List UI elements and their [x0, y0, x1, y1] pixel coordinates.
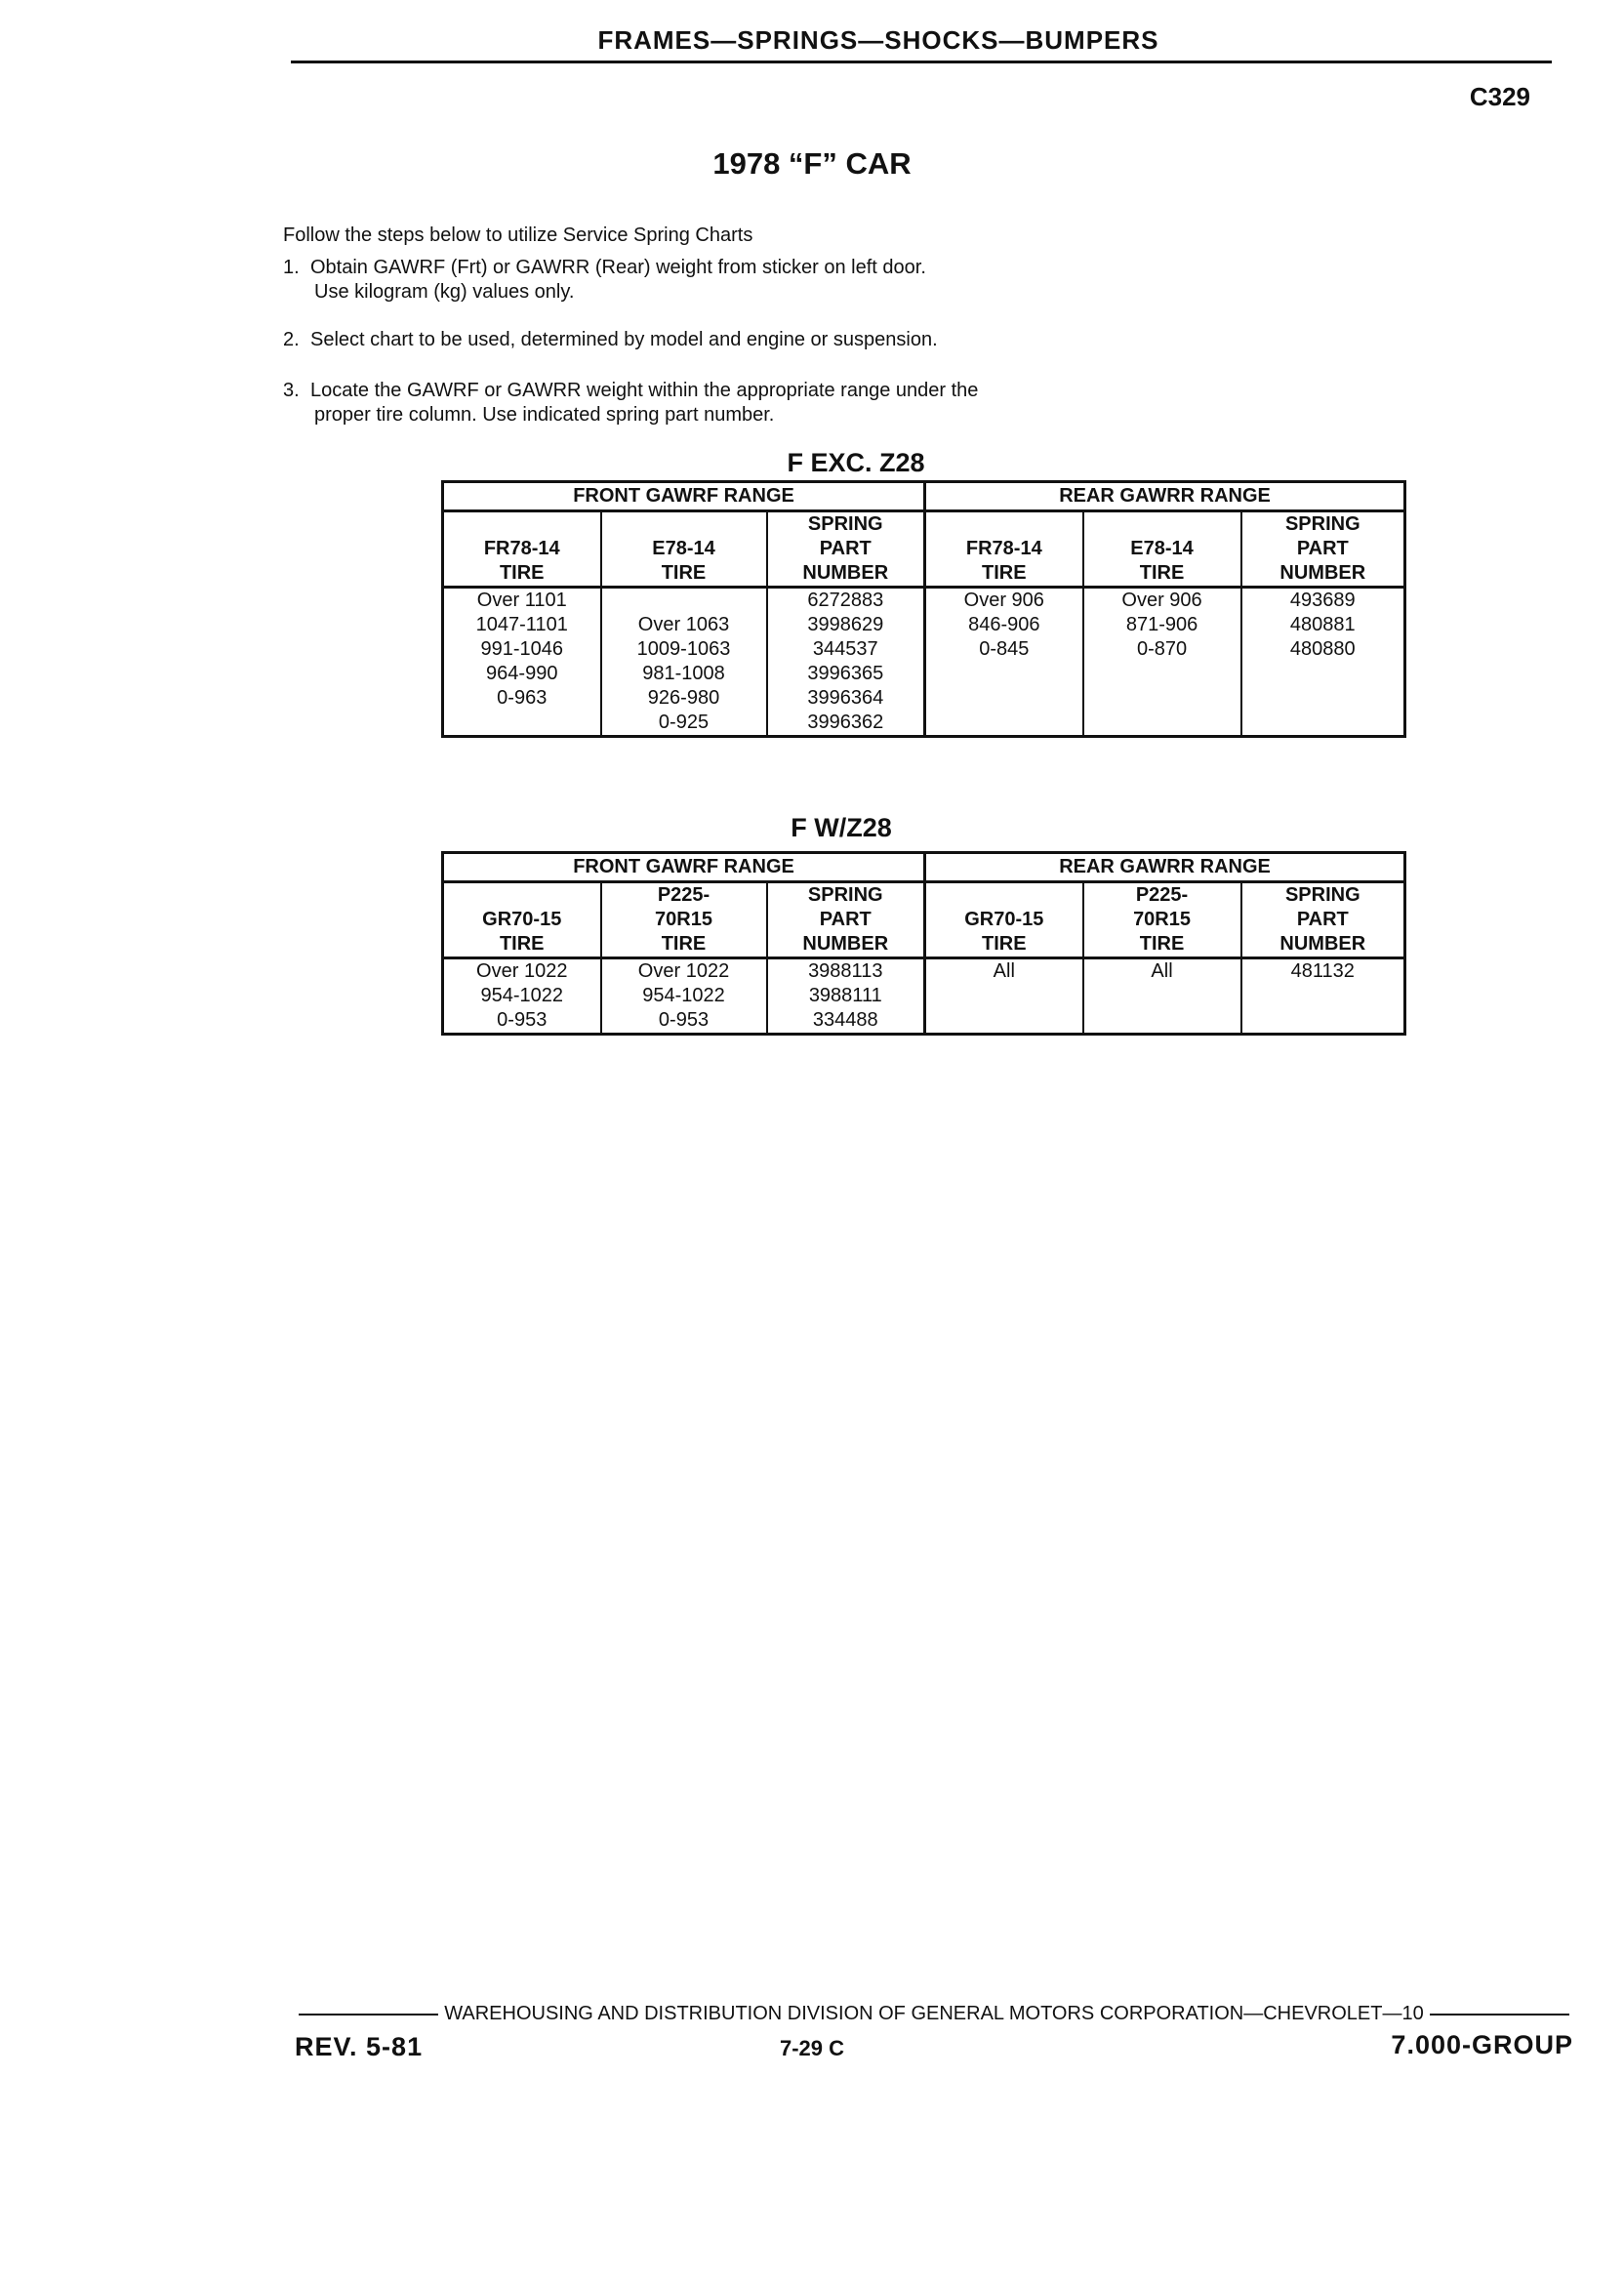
cell-value — [1086, 711, 1238, 735]
header-line: NUMBER — [802, 933, 889, 955]
header-line: TIRE — [499, 933, 545, 955]
column-header — [767, 882, 925, 958]
cell-value — [604, 589, 764, 613]
header-line: PART — [819, 538, 872, 559]
header-line: PART — [1296, 538, 1349, 559]
cell-value — [1086, 662, 1238, 686]
cell-value: 3998629 — [807, 614, 884, 635]
cell-value: 954-1022 — [642, 985, 725, 1006]
cell-value: 0-925 — [658, 712, 710, 733]
table-cell — [601, 588, 767, 737]
column-header — [601, 882, 767, 958]
column-header — [767, 511, 925, 588]
table-cell — [1083, 958, 1241, 1035]
header-line: FR78-14 — [483, 538, 560, 559]
step-number: 1. — [283, 257, 300, 278]
header-line: TIRE — [1139, 562, 1185, 584]
cell-value: 0-870 — [1136, 638, 1188, 660]
header-line: TIRE — [661, 562, 707, 584]
spring-chart-f-w-z28 — [441, 851, 1406, 1036]
cell-value: 344537 — [812, 638, 878, 660]
section-header: FRAMES—SPRINGS—SHOCKS—BUMPERS — [597, 25, 1159, 55]
cell-value: 954-1022 — [480, 985, 564, 1006]
header-line: P225- — [657, 884, 710, 906]
page-number: 7-29 C — [779, 2036, 845, 2060]
step-text-continued: Use kilogram (kg) values only. — [314, 281, 575, 303]
table-cell — [443, 588, 601, 737]
cell-value: 871-906 — [1125, 614, 1198, 635]
header-line: 70R15 — [1133, 909, 1191, 930]
cell-value: 846-906 — [968, 614, 1040, 635]
column-header — [443, 882, 601, 958]
table-row — [443, 958, 1405, 1035]
step-2 — [283, 328, 938, 352]
column-header — [1083, 511, 1241, 588]
footer-dash-right — [1430, 2014, 1569, 2015]
cell-value: 981-1008 — [642, 663, 725, 684]
cell-value — [1244, 662, 1402, 686]
header-line — [604, 512, 764, 537]
cell-value — [1086, 686, 1238, 711]
header-line — [446, 883, 598, 908]
cell-value — [446, 711, 598, 735]
column-header — [601, 511, 767, 588]
group-label: 7.000-GROUP — [1391, 2030, 1573, 2059]
table-cell — [767, 588, 925, 737]
header-line: TIRE — [982, 562, 1027, 584]
cell-value: Over 1101 — [476, 590, 567, 611]
header-line: GR70-15 — [964, 909, 1044, 930]
cell-value — [1244, 984, 1402, 1008]
header-line: NUMBER — [802, 562, 889, 584]
document-title: 1978 “F” CAR — [712, 146, 912, 181]
step-text-continued: proper tire column. Use indicated spring part number. — [314, 404, 775, 426]
cell-value: 3996364 — [807, 687, 884, 709]
table-cell — [1241, 958, 1405, 1035]
header-line: E78-14 — [652, 538, 715, 559]
table-cell — [1083, 588, 1241, 737]
cell-value: Over 1022 — [476, 960, 568, 982]
footer-division: WAREHOUSING AND DISTRIBUTION DIVISION OF GENERAL MOTORS CORPORATION—CHEVROLET—10 — [444, 2003, 1424, 2024]
cell-value: Over 906 — [1121, 590, 1202, 611]
chart-title-f-w-z28: F W/Z28 — [791, 813, 892, 842]
rear-range-header: REAR GAWRR RANGE — [925, 482, 1405, 511]
header-line: NUMBER — [1279, 933, 1366, 955]
cell-value: 0-845 — [979, 638, 1030, 660]
cell-value: 3988113 — [808, 960, 883, 982]
cell-value: 0-953 — [658, 1009, 710, 1031]
cell-value: 334488 — [812, 1009, 878, 1031]
cell-value: 480881 — [1289, 614, 1356, 635]
header-line: SPRING — [1284, 884, 1360, 906]
column-header — [1241, 511, 1405, 588]
column-header — [443, 511, 601, 588]
step-number: 3. — [283, 380, 300, 401]
table-cell — [925, 958, 1083, 1035]
table-cell — [443, 958, 601, 1035]
column-header — [1083, 882, 1241, 958]
header-line: TIRE — [982, 933, 1027, 955]
header-line — [928, 512, 1080, 537]
cell-value: 926-980 — [647, 687, 720, 709]
column-header — [925, 511, 1083, 588]
step-3 — [283, 379, 978, 428]
step-text: Select chart to be used, determined by model and engine or suspension. — [310, 329, 938, 350]
cell-value: 480880 — [1289, 638, 1356, 660]
header-line: P225- — [1135, 884, 1189, 906]
cell-value — [928, 984, 1080, 1008]
cell-value: Over 1022 — [637, 960, 730, 982]
step-text: Obtain GAWRF (Frt) or GAWRR (Rear) weight from sticker on left door. — [310, 257, 926, 278]
cell-value: 991-1046 — [480, 638, 564, 660]
table-cell — [1241, 588, 1405, 737]
cell-value — [1086, 984, 1238, 1008]
header-line — [928, 883, 1080, 908]
header-line: TIRE — [1139, 933, 1185, 955]
cell-value: 1047-1101 — [475, 614, 568, 635]
cell-value — [1086, 1008, 1238, 1033]
footer-division-line — [299, 2003, 1569, 2025]
header-line: E78-14 — [1130, 538, 1194, 559]
page-code: C329 — [1469, 82, 1530, 111]
cell-value: Over 906 — [963, 590, 1044, 611]
rear-range-header: REAR GAWRR RANGE — [925, 853, 1405, 882]
cell-value — [928, 711, 1080, 735]
cell-value — [928, 662, 1080, 686]
cell-value: All — [1151, 960, 1173, 982]
cell-value: 3996365 — [807, 663, 884, 684]
table-row — [443, 588, 1405, 737]
revision-label: REV. 5-81 — [295, 2032, 424, 2061]
header-line: SPRING — [1284, 513, 1360, 535]
header-line: TIRE — [499, 562, 545, 584]
cell-value — [928, 1008, 1080, 1033]
front-range-header: FRONT GAWRF RANGE — [443, 482, 925, 511]
header-line: NUMBER — [1279, 562, 1366, 584]
header-line: SPRING — [807, 884, 883, 906]
cell-value: 964-990 — [486, 663, 558, 684]
header-line: PART — [1296, 909, 1349, 930]
step-text: Locate the GAWRF or GAWRR weight within the appropriate range under the — [310, 380, 979, 401]
front-range-header: FRONT GAWRF RANGE — [443, 853, 925, 882]
step-1 — [283, 256, 926, 305]
spring-chart-f-exc-z28 — [441, 480, 1406, 738]
cell-value: Over 1063 — [637, 614, 730, 635]
cell-value: 3988111 — [808, 985, 882, 1006]
column-header — [925, 882, 1083, 958]
cell-value — [1244, 1008, 1402, 1033]
header-line — [446, 512, 598, 537]
table-cell — [925, 588, 1083, 737]
header-line: TIRE — [661, 933, 707, 955]
footer-dash-left — [299, 2014, 438, 2015]
cell-value — [928, 686, 1080, 711]
cell-value: 481132 — [1290, 960, 1355, 982]
header-line — [1086, 512, 1238, 537]
cell-value: All — [993, 960, 1015, 982]
cell-value: 6272883 — [807, 590, 884, 611]
cell-value: 0-953 — [497, 1009, 548, 1031]
cell-value: 3996362 — [807, 712, 884, 733]
chart-title-f-exc-z28: F EXC. Z28 — [787, 448, 925, 477]
table-cell — [767, 958, 925, 1035]
intro-text: Follow the steps below to utilize Service Spring Charts — [283, 224, 753, 246]
header-line: SPRING — [807, 513, 883, 535]
column-header — [1241, 882, 1405, 958]
header-line: PART — [819, 909, 872, 930]
cell-value: 1009-1063 — [636, 638, 731, 660]
table-cell — [601, 958, 767, 1035]
cell-value: 0-963 — [497, 687, 548, 709]
step-number: 2. — [283, 329, 300, 350]
header-line: FR78-14 — [965, 538, 1042, 559]
header-line: GR70-15 — [482, 909, 562, 930]
header-rule — [291, 61, 1552, 63]
cell-value: 493689 — [1289, 590, 1356, 611]
cell-value — [1244, 711, 1402, 735]
cell-value — [1244, 686, 1402, 711]
header-line: 70R15 — [655, 909, 712, 930]
